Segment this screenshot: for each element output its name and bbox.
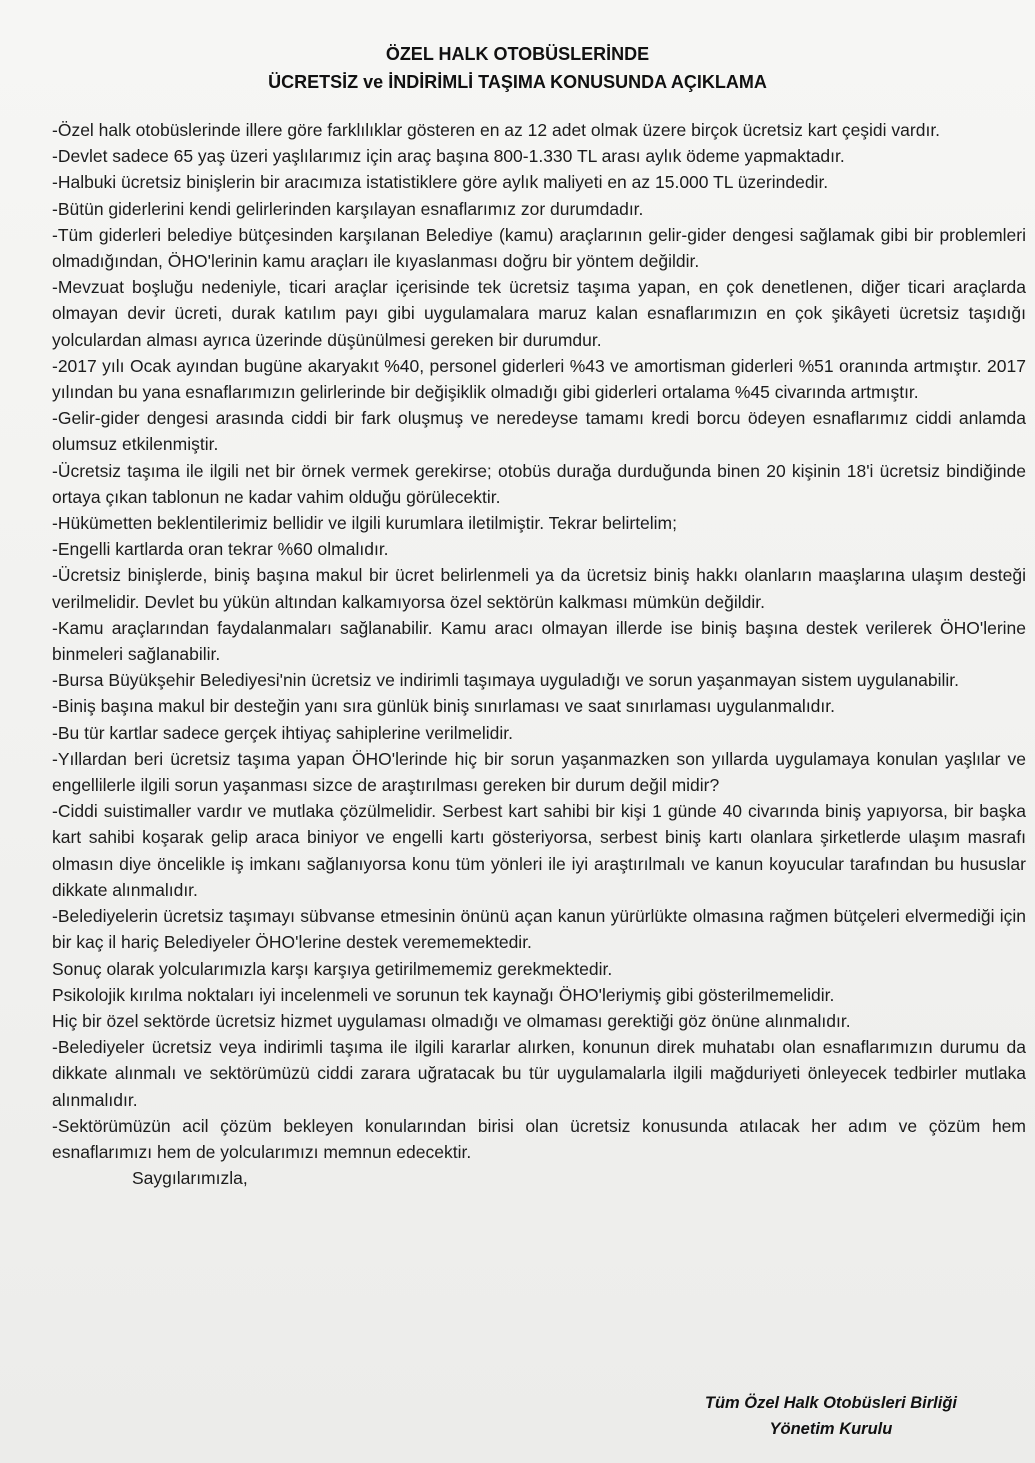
paragraph: -Ücretsiz taşıma ile ilgili net bir örnek vermek gerekirse; otobüs durağa durduğunda binen 20 kişinin 18'i ücretsiz bindiğinde ortaya çıkan tablonun ne kadar vahim olduğu görülecektir. (52, 460, 1026, 507)
title-line-2: ÜCRETSİZ ve İNDİRİMLİ TAŞIMA KONUSUNDA AÇIKLAMA (268, 72, 767, 92)
signature-block (705, 1390, 957, 1442)
paragraph: Psikolojik kırılma noktaları iyi incelenmeli ve sorunun tek kaynağı ÖHO'leriymiş gibi gösterilmemelidir. (52, 984, 835, 1005)
signature-board: Yönetim Kurulu (769, 1420, 893, 1438)
paragraph: -Bursa Büyükşehir Belediyesi'nin ücretsiz ve indirimli taşımaya uyguladığı ve sorun yaşanmayan sistem uygulanabilir. (52, 670, 959, 691)
paragraph: -Sektörümüzün acil çözüm bekleyen konularından birisi olan ücretsiz konusunda atılacak her adım ve çözüm hem esnaflarımızı hem de yolcularımızı memnun edecektir. (52, 1115, 1026, 1162)
paragraph: -Kamu araçlarından faydalanmaları sağlanabilir. Kamu aracı olmayan illerde ise biniş başına destek verilerek ÖHO'lerine binmeleri sağlanabilir. (52, 617, 1026, 665)
paragraph: -Tüm giderleri belediye bütçesinden karşılanan Belediye (kamu) araçlarının gelir-gider dengesi sağlamak gibi bir problemleri olmadığından, ÖHO'lerinin kamu araçları ile kıyaslanması doğru bir yöntem değildir. (52, 224, 1026, 272)
paragraph: Hiç bir özel sektörde ücretsiz hizmet uygulaması olmadığı ve olmaması gerektiği göz önüne alınmalıdır. (52, 1010, 851, 1031)
paragraph: -Ücretsiz binişlerde, biniş başına makul bir ücret belirlenmeli ya da ücretsiz biniş hakkı olanların maaşlarına ulaşım desteği verilmelidir. Devlet bu yükün altından kalkamıyorsa özel sektörün kalkması mümkün değildir. (52, 565, 1026, 612)
paragraph: -Hükümetten beklentilerimiz bellidir ve ilgili kurumlara iletilmiştir. Tekrar belirtelim; (52, 513, 678, 534)
closing-salutation: Saygılarımızla, (132, 1168, 248, 1189)
paragraph: -Halbuki ücretsiz binişlerin bir aracımıza istatistiklere göre aylık maliyeti en az 15.000 TL üzerindedir. (52, 172, 829, 193)
paragraph: Sonuç olarak yolcularımızla karşı karşıya getirilmememiz gerekmektedir. (52, 958, 613, 979)
paragraph: -Devlet sadece 65 yaş üzeri yaşlılarımız için araç başına 800-1.330 TL arası aylık ödeme yapmaktadır. (52, 146, 845, 167)
paragraph: -Bu tür kartlar sadece gerçek ihtiyaç sahiplerine verilmelidir. (52, 722, 514, 743)
paragraph: -Engelli kartlarda oran tekrar %60 olmalıdır. (52, 539, 389, 560)
paragraph: -2017 yılı Ocak ayından bugüne akaryakıt %40, personel giderleri %43 ve amortisman giderleri %51 oranında artmıştır. 2017 yılından bu yana esnaflarımızın gelirlerinde bir değişiklik olmadığı gibi giderleri ortalama %45 civarında artmıştır. (52, 355, 1026, 403)
paragraph: -Belediyeler ücretsiz veya indirimli taşıma ile ilgili kararlar alırken, konunun direk muhatabı olan esnaflarımızın durumu da dikkate alınmalı ve sektörümüzü ciddi zarara uğratacak bu tür uygulamalarla ilgili mağduriyeti önleyecek tedbirler mutlaka alınmalıdır. (52, 1037, 1026, 1110)
title-line-1: ÖZEL HALK OTOBÜSLERİNDE (385, 44, 650, 64)
paragraph: -Yıllardan beri ücretsiz taşıma yapan ÖHO'lerinde hiç bir sorun yaşanmazken son yıllarda uygulamaya konulan yaşlılar ve engellilerle ilgili sorun yaşanması sizce de araştırılması gereken bir durum değil midir? (52, 748, 1026, 796)
paragraph: -Bütün giderlerini kendi gelirlerinden karşılayan esnaflarımız zor durumdadır. (52, 198, 644, 219)
paragraph: -Belediyelerin ücretsiz taşımayı sübvanse etmesinin önünü açan kanun yürürlükte olmasına rağmen bütçeleri elvermediği için bir kaç il hariç Belediyeler ÖHO'lerine destek verememektedir. (52, 906, 1026, 953)
paragraph: -Biniş başına makul bir desteğin yanı sıra günlük biniş sınırlaması ve saat sınırlaması uygulanmalıdır. (52, 696, 836, 717)
signature-organization: Tüm Özel Halk Otobüsleri Birliği (704, 1394, 957, 1412)
document-title (0, 40, 1035, 96)
paragraph: -Ciddi suistimaller vardır ve mutlaka çözülmelidir. Serbest kart sahibi bir kişi 1 günde 40 civarında biniş yapıyorsa, bir başka kart sahibi koşarak gelip araca biniyor ve engelli kartı gösteriyorsa, serbest biniş kartı olanlara şirketlerde ulaşım masrafı olmasın diye öncelikle iş imkanı sağlanıyorsa konu tüm yönleri ile iyi araştırılmalı ve kanun koyucular tarafından bu hususlar dikkate alınmalıdır. (52, 801, 1026, 900)
document-body (52, 117, 1026, 1191)
paragraph: -Mevzuat boşluğu nedeniyle, ticari araçlar içerisinde tek ücretsiz taşıma yapan, en çok denetlenen, diğer ticari araçlarda olmayan devir ücreti, durak katılım payı gibi uygulamalara maruz kalan esnaflarımızın en çok şikâyeti ücretsiz taşıdığı yolculardan alması ayrıca üzerinde düşünülmesi gereken bir durumdur. (52, 277, 1026, 350)
paragraph: -Gelir-gider dengesi arasında ciddi bir fark oluşmuş ve neredeyse tamamı kredi borcu ödeyen esnaflarımız ciddi anlamda olumsuz etkilenmiştir. (52, 408, 1026, 455)
paragraph: -Özel halk otobüslerinde illere göre farklılıklar gösteren en az 12 adet olmak üzere birçok ücretsiz kart çeşidi vardır. (52, 120, 941, 140)
